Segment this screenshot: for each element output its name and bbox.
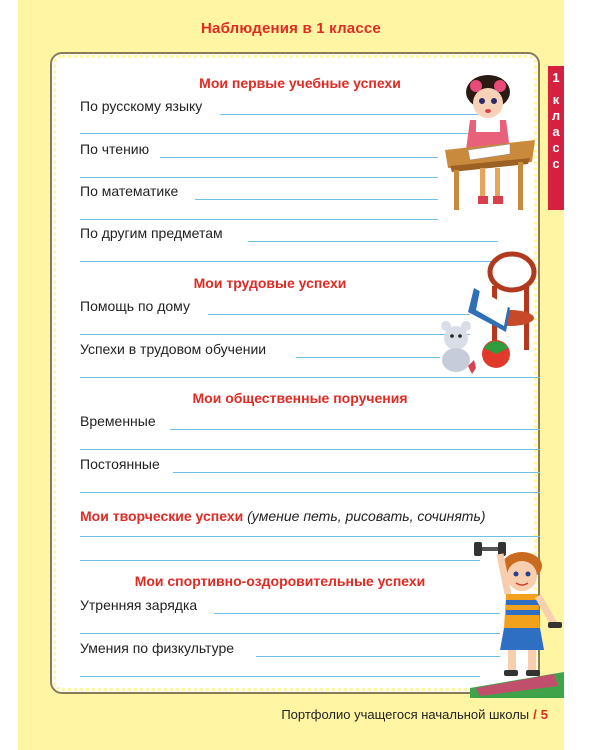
answer-line[interactable] xyxy=(214,613,500,614)
answer-line[interactable] xyxy=(173,472,540,473)
answer-line[interactable] xyxy=(80,492,540,493)
side-tab-char: к xyxy=(552,92,560,107)
chair-book-toys-illustration xyxy=(432,250,542,378)
answer-line[interactable] xyxy=(80,633,500,634)
answer-line[interactable] xyxy=(256,656,500,657)
field-label-morning-exercise: Утренняя зарядка xyxy=(80,597,198,613)
answer-line[interactable] xyxy=(195,199,438,200)
girl-at-desk-illustration xyxy=(440,70,540,220)
boy-with-dumbbells-illustration xyxy=(470,538,564,698)
field-label-math: По математике xyxy=(80,183,179,199)
answer-line[interactable] xyxy=(208,314,470,315)
side-tab xyxy=(548,66,564,210)
field-label-russian: По русскому языку xyxy=(80,98,203,114)
side-tab-char: а xyxy=(552,124,560,139)
footer-separator: / xyxy=(533,707,537,722)
answer-line[interactable] xyxy=(80,676,480,677)
answer-line[interactable] xyxy=(80,177,438,178)
side-tab-char: 1 xyxy=(552,70,560,85)
field-label-temporary: Временные xyxy=(80,413,156,429)
footer-text: Портфолио учащегося начальной школы xyxy=(281,707,530,722)
answer-line[interactable] xyxy=(80,449,540,450)
section-title-study: Мои первые учебные успехи xyxy=(199,75,401,91)
side-tab-char: с xyxy=(552,140,560,155)
section-title-creative-text: Мои творческие успехи xyxy=(80,508,244,524)
side-tab-char: л xyxy=(551,108,561,123)
field-label-permanent: Постоянные xyxy=(80,456,160,472)
field-label-labor-training: Успехи в трудовом обучении xyxy=(80,341,267,357)
answer-line[interactable] xyxy=(80,219,438,220)
section-hint-creative: (умение петь, рисовать, сочинять) xyxy=(247,508,486,524)
answer-line[interactable] xyxy=(170,429,540,430)
section-title-sports: Мои спортивно-оздоровительные успехи xyxy=(134,573,426,589)
field-label-home-help: Помощь по дому xyxy=(80,298,190,314)
page-footer xyxy=(281,707,548,722)
answer-line[interactable] xyxy=(80,536,540,537)
field-label-physical-education: Умения по физкультуре xyxy=(80,640,235,656)
field-label-reading: По чтению xyxy=(80,141,150,157)
answer-line[interactable] xyxy=(80,133,478,134)
page-number: 5 xyxy=(540,707,548,722)
answer-line[interactable] xyxy=(248,241,498,242)
page-title: Наблюдения в 1 классе xyxy=(201,20,381,37)
answer-line[interactable] xyxy=(80,560,480,561)
section-title-social: Мои общественные поручения xyxy=(192,390,408,406)
answer-line[interactable] xyxy=(80,334,470,335)
field-label-other-subjects: По другим предметам xyxy=(80,225,223,241)
answer-line[interactable] xyxy=(296,357,440,358)
section-title-creative xyxy=(80,508,540,524)
side-tab-char: с xyxy=(552,156,560,171)
answer-line[interactable] xyxy=(160,157,438,158)
section-title-labor: Мои трудовые успехи xyxy=(193,275,347,291)
